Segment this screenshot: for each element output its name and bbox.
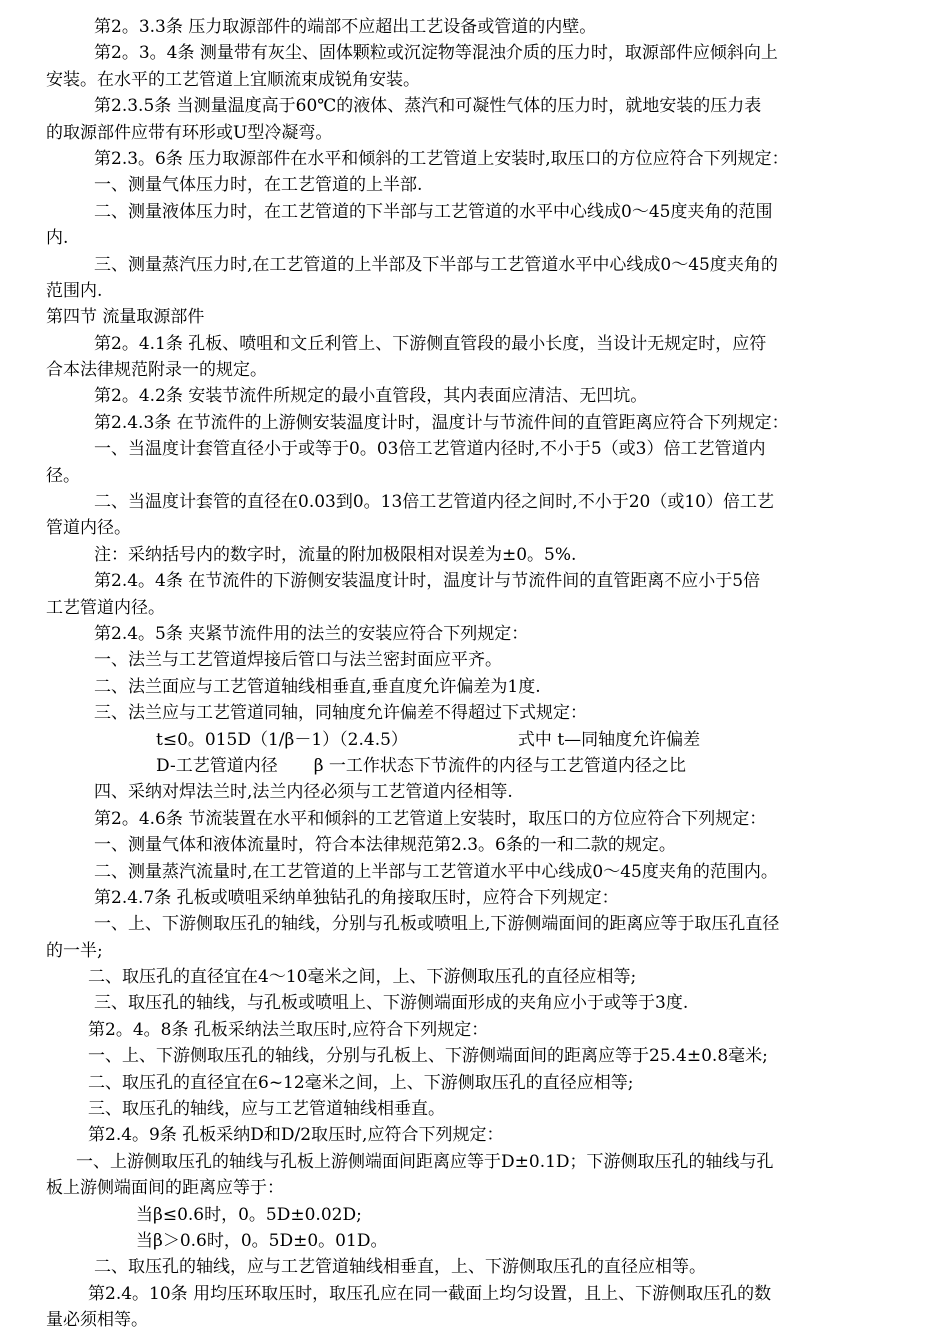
text-line: 一、测量气体压力时，在工艺管道的上半部. <box>94 175 423 196</box>
text-line: 一、上、下游侧取压孔的轴线，分别与孔板或喷咀上,下游侧端面间的距离应等于取压孔直径 <box>94 914 780 935</box>
text-line: 三、取压孔的轴线，与孔板或喷咀上、下游侧端面形成的夹角应小于或等于3度. <box>94 993 689 1014</box>
text-line: 一、测量气体和液体流量时，符合本法律规范第2.3。6条的一和二款的规定。 <box>94 835 676 856</box>
text-line: 一、上、下游侧取压孔的轴线，分别与孔板上、下游侧端面间的距离应等于25.4±0.8毫米; <box>88 1046 768 1067</box>
text-line: 二、取压孔的直径宜在4～10毫米之间，上、下游侧取压孔的直径应相等; <box>88 967 637 988</box>
text-line: 二、当温度计套管的直径在0.03到0。13倍工艺管道内径之间时,不小于20（或10）倍工艺 <box>94 492 774 513</box>
text-line: 当β≤0.6时，0。5D±0.02D; <box>136 1204 362 1225</box>
formula: t≤0。015D（1/β－1）（2.4.5） <box>156 729 408 750</box>
text-line: 范围内. <box>46 280 103 301</box>
section-heading: 第四节 流量取源部件 <box>46 307 205 328</box>
text-line: 量必须相等。 <box>46 1310 148 1331</box>
formula-line <box>46 727 918 753</box>
text-line: 第2。4.2条 安装节流件所规定的最小直管段，其内表面应清洁、无凹坑。 <box>94 386 648 407</box>
text-line: 第2.4。9条 孔板采纳D和D/2取压时,应符合下列规定： <box>88 1125 504 1146</box>
text-line: 的取源部件应带有环形或U型冷凝弯。 <box>46 122 333 143</box>
text-line: 一、上游侧取压孔的轴线与孔板上游侧端面间距离应等于D±0.1D；下游侧取压孔的轴线与孔 <box>76 1151 774 1172</box>
text-line: 第2.3.5条 当测量温度高于60℃的液体、蒸汽和可凝性气体的压力时，就地安装的压力表 <box>94 96 762 117</box>
text-line: 板上游侧端面间的距离应等于： <box>46 1178 284 1199</box>
text-line: 三、测量蒸汽压力时,在工艺管道的上半部及下半部与工艺管道水平中心线成0～45度夹角的 <box>94 254 778 275</box>
text-line: 二、测量蒸汽流量时,在工艺管道的上半部与工艺管道水平中心线成0～45度夹角的范围内。 <box>94 861 778 882</box>
text-line: 工艺管道内径。 <box>46 597 165 618</box>
text-line: 当β＞0.6时，0。5D±0。01D。 <box>136 1230 388 1251</box>
formula-legend-line <box>46 753 918 779</box>
text-line: 内. <box>46 228 69 249</box>
text-line: 第2.4。4条 在节流件的下游侧安装温度计时，温度计与节流件间的直管距离不应小于5倍 <box>94 571 761 592</box>
formula-legend: D-工艺管道内径 <box>156 755 278 776</box>
text-line: 的一半; <box>46 940 103 961</box>
text-line: 二、测量液体压力时，在工艺管道的下半部与工艺管道的水平中心线成0～45度夹角的范围 <box>94 201 773 222</box>
text-line: 第2.4.7条 孔板或喷咀采纳单独钻孔的角接取压时，应符合下列规定： <box>94 887 619 908</box>
text-line: 三、法兰应与工艺管道同轴，同轴度允许偏差不得超过下式规定： <box>94 703 587 724</box>
text-line: 合本法律规范附录一的规定。 <box>46 360 267 381</box>
text-line: 第2.4.3条 在节流件的上游侧安装温度计时，温度计与节流件间的直管距离应符合下列规定： <box>94 412 789 433</box>
text-line: 第2。4.6条 节流装置在水平和倾斜的工艺管道上安装时，取压口的方位应符合下列规定： <box>94 808 767 829</box>
text-line: 一、法兰与工艺管道焊接后管口与法兰密封面应平齐。 <box>94 650 502 671</box>
text-line: 二、法兰面应与工艺管道轴线相垂直,垂直度允许偏差为1度. <box>94 676 541 697</box>
text-line: 第2。3.3条 压力取源部件的端部不应超出工艺设备或管道的内壁。 <box>94 17 597 37</box>
text-line: 第2.4。5条 夹紧节流件用的法兰的安装应符合下列规定： <box>94 623 529 644</box>
text-line: 径。 <box>46 465 80 486</box>
note-line: 注：采纳括号内的数字时，流量的附加极限相对误差为±0。5%. <box>94 544 577 565</box>
formula-legend: β 一工作状态下节流件的内径与工艺管道内径之比 <box>313 755 686 776</box>
text-line: 第2.4。10条 用均压环取压时，取压孔应在同一截面上均匀设置，且上、下游侧取压孔的数 <box>88 1283 772 1304</box>
text-line: 管道内径。 <box>46 518 131 539</box>
text-line: 第2。4.1条 孔板、喷咀和文丘利管上、下游侧直管段的最小长度，当设计无规定时，应符 <box>94 333 767 354</box>
formula-legend: 式中 t—同轴度允许偏差 <box>517 729 701 750</box>
text-line: 第2。3。4条 测量带有灰尘、固体颗粒或沉淀物等混浊介质的压力时，取源部件应倾斜向上 <box>94 43 778 64</box>
text-line: 四、采纳对焊法兰时,法兰内径必须与工艺管道内径相等. <box>94 782 513 803</box>
text-line: 二、取压孔的直径宜在6~12毫米之间，上、下游侧取压孔的直径应相等; <box>88 1072 634 1093</box>
text-line: 第2。4。8条 孔板采纳法兰取压时,应符合下列规定： <box>88 1019 489 1040</box>
text-line: 三、取压孔的轴线，应与工艺管道轴线相垂直。 <box>88 1099 445 1120</box>
text-line: 二、取压孔的轴线，应与工艺管道轴线相垂直，上、下游侧取压孔的直径应相等。 <box>94 1257 706 1278</box>
text-line: 第2.3。6条 压力取源部件在水平和倾斜的工艺管道上安装时,取压口的方位应符合下列规定： <box>94 148 789 169</box>
text-line: 安装。在水平的工艺管道上宜顺流束成锐角安装。 <box>46 69 420 90</box>
text-line: 一、当温度计套管直径小于或等于0。03倍工艺管道内径时,不小于5（或3）倍工艺管道内 <box>94 439 766 460</box>
